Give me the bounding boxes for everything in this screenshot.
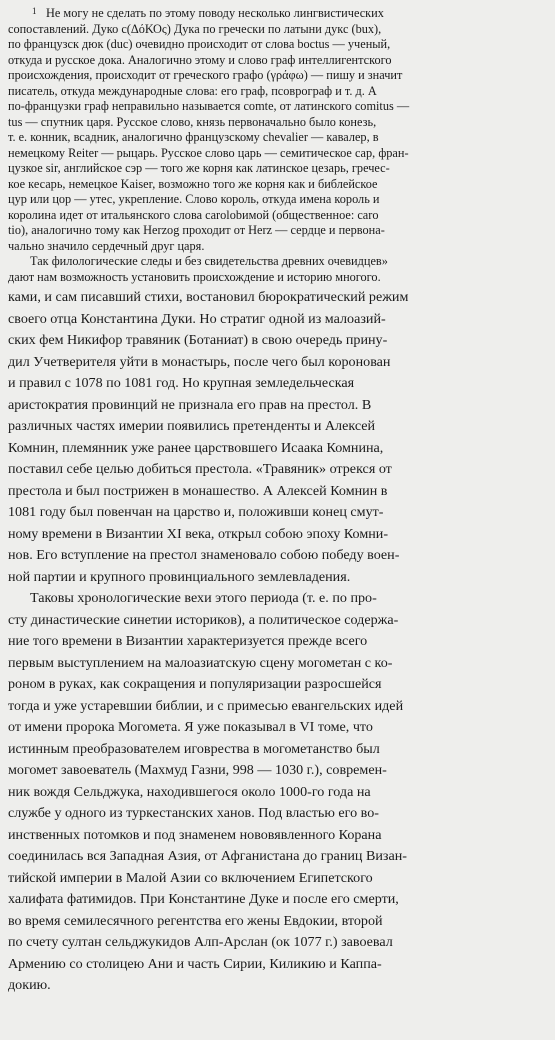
footnote-line: Так филологические следы и без свидетельства древних очевидцев» (30, 254, 388, 268)
body-line: первым выступлением на малоазиатскую сцену могометан с ко- (8, 654, 393, 671)
footnote-line: tio), аналогично тому как Herzog проходит от Herz — сердце и первона- (8, 223, 385, 237)
footnote-line: tus — спутник царя. Русское слово, князь первоначально было конезь, (8, 114, 377, 129)
body-line: докию. (8, 977, 51, 993)
footnote-line: чально значило сердечный друг царя. (8, 238, 205, 253)
body-line: своего отца Константина Дуки. Но стратиг одной из малоазий- (8, 310, 386, 327)
footnote-line: кое кесарь, немецкое Kaiser, возможно того же корня как и библейское (8, 176, 378, 191)
body-line: и правил с 1078 по 1081 год. Но крупная земледельческая (8, 375, 355, 391)
body-line: по счету султан сельджукидов Алп-Арслан (ок 1077 г.) завоевал (8, 934, 393, 950)
footnote-line: Не могу не сделать по этому поводу несколько лингвистических (46, 6, 384, 20)
body-line: сту династические синетии историков), а политическое содержа- (8, 611, 399, 628)
body-line: могомет завоеватель (Махмуд Газни, 998 — 1030 г.), современ- (8, 762, 387, 778)
footnote-line: сопоставлений. Дуко с(ΔόΚΟς) Дука по гречески по латыни дукс (bux), (8, 21, 382, 36)
footnote-line: немецкому Reiter — рыцарь. Русское слово царь — семитическое сар, фран- (8, 145, 409, 160)
body-line: ник вождя Сельджука, находившегося около 1000-го года на (8, 783, 371, 800)
footnote-line: писатель, откуда международные слова: его граф, псоврограф и т. д. А (8, 83, 377, 98)
footnote-line: откуда и русское дока. Аналогично этому и слово граф интеллигентского (8, 52, 392, 67)
body-line: поставил себе целью добиться престола. «Травяник» отрекся от (8, 461, 392, 477)
footnote-line: по-французки граф неправильно называется comte, от латинского comitus — (8, 99, 410, 113)
body-text (8, 287, 547, 997)
footnote-marker: 1 (32, 6, 37, 16)
body-line: ной партии и крупного провинциального землевладения. (8, 568, 351, 585)
body-line: от имени пророка Могомета. Я уже показывал в VI томе, что (8, 719, 373, 735)
body-line: соединилась вся Западная Азия, от Афганистана до границ Визан- (8, 848, 407, 864)
footnote-line: по французск дюк (duc) очевидно происходит от слова boctus — ученый, (8, 37, 391, 51)
body-line: тогда и уже устаревшии библии, и с примесью евангельских идей (8, 697, 404, 714)
body-line: престола и был пострижен в монашество. А Алексей Комнин в (8, 482, 388, 499)
body-line: Таковы хронологические вехи этого периода (т. е. по про- (30, 590, 377, 606)
body-line: нов. Его вступление на престол знаменовало собою победу воен- (8, 547, 400, 563)
footnote-line: цур или цор — утес, укрепление. Слово король, откуда имена король и (8, 192, 380, 206)
footnote-line: цузкое sir, английское сэр — того же корня как латинское цезарь, гречес- (8, 161, 390, 175)
body-line: инственных потомков и под знаменем нововявленного Корана (8, 826, 382, 843)
body-line: 1081 году был повенчан на царство и, положивши конец смут- (8, 504, 384, 520)
body-line: Комнин, племянник уже ранее царствовшего Исаака Комнина, (8, 439, 384, 456)
body-line: ками, и сам писавший стихи, востановил бюрократический режим (8, 289, 409, 305)
body-line: тийской империи в Малой Азии со включением Египетского (8, 869, 373, 886)
body-line: во время семилесячного регентства его жены Евдокии, второй (8, 912, 383, 929)
body-line: различных частях имерии появились претенденты и Алексей (8, 418, 376, 434)
body-line: аристократия провинций не признала его прав на престол. В (8, 396, 372, 413)
body-line: истинным преобразователем иговрества в могометанство был (8, 740, 380, 757)
footnote-line: дают нам возможность установить происхождение и историю многого. (8, 269, 381, 284)
body-line: службе у одного из туркестанских ханов. Под властью его во- (8, 805, 379, 821)
footnote-line: т. е. конник, всадник, аналогично французскому chevalier — кавалер, в (8, 130, 379, 144)
body-line: Армению со столицею Ани и часть Сирии, Киликию и Каппа- (8, 955, 382, 972)
body-line: халифата фатимидов. При Константине Дуке и после его смерти, (8, 891, 399, 907)
body-line: ских фем Никифор травяник (Ботаниат) в свою очередь прину- (8, 332, 388, 348)
footnote (8, 6, 547, 285)
footnote-line: королина идет от итальянского слова carolobимой (общественное: caro (8, 207, 379, 222)
body-line: дил Учетверителя уйти в монастырь, после чего был коронован (8, 353, 391, 370)
body-line: ние того времени в Византии характеризуется прежде всего (8, 633, 368, 649)
footnote-line: происхождения, происходит от греческого графо (γράφω) — пишу и значит (8, 68, 403, 82)
body-line: роном в руках, как сокращения и популяризации разросшейся (8, 676, 382, 692)
body-line: ному времени в Византии XI века, открыл собою эпоху Комни- (8, 525, 389, 542)
